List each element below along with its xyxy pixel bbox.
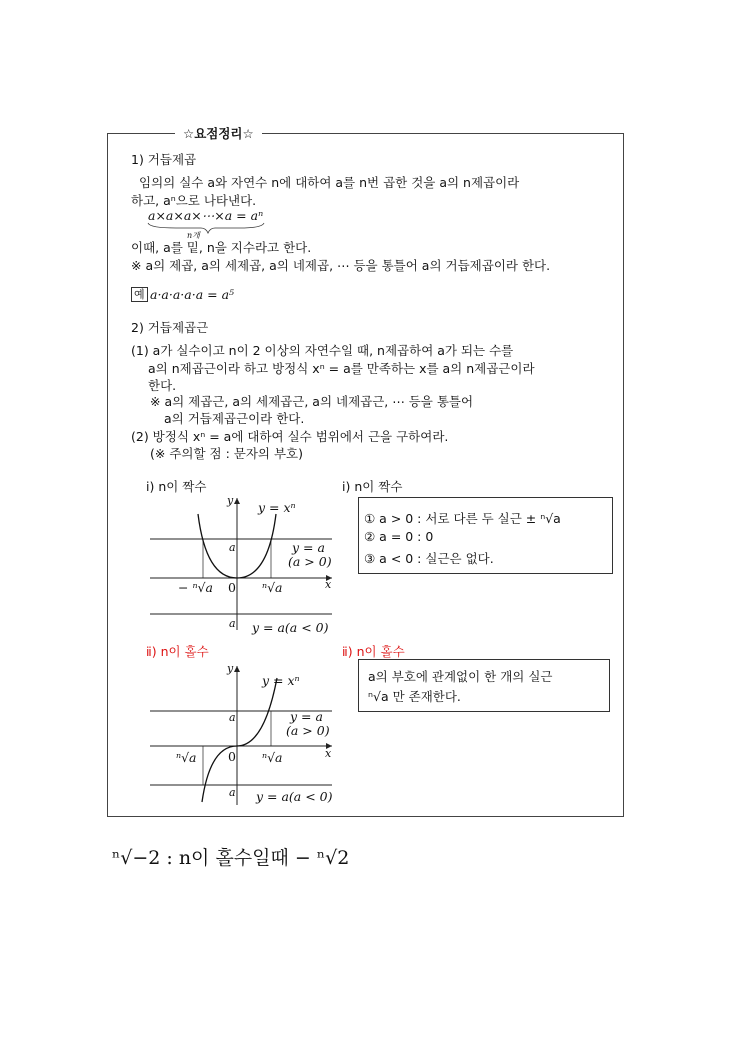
- p1-line1: (1) a가 실수이고 n이 2 이상의 자연수일 때, n제곱하여 a가 되는 수를: [131, 343, 514, 358]
- box-title: ☆요점정리☆: [175, 124, 262, 142]
- example-formula: a·a·a·a·a = a⁵: [150, 287, 235, 302]
- even-line-pos-cond: (a > 0): [288, 554, 332, 569]
- even-line-neg-label: y = a(a < 0): [252, 620, 329, 635]
- odd-info-heading: ⅱ) n이 홀수: [342, 644, 405, 659]
- odd-origin: 0: [228, 749, 236, 764]
- odd-curve-label: y = xⁿ: [262, 673, 300, 688]
- section1-note: ※ a의 제곱, a의 세제곱, a의 네제곱, ⋯ 등을 통틀어 a의 거듭제곱이라 한다.: [131, 258, 551, 273]
- odd-a-top: a: [229, 711, 236, 724]
- even-pos-root: ⁿ√a: [262, 580, 283, 595]
- odd-line-pos-label: y = a: [290, 709, 323, 724]
- odd-info-line2: ⁿ√a 만 존재한다.: [368, 689, 461, 704]
- even-line-pos-label: y = a: [292, 540, 325, 555]
- even-y-label: y: [227, 494, 234, 507]
- product-formula: a×a×a×⋯×a = aⁿ: [148, 208, 264, 223]
- brace-label: n개: [187, 231, 200, 240]
- section1-line1: 임의의 실수 a와 자연수 n에 대하여 a를 n번 곱한 것을 a의 n제곱이라: [139, 175, 520, 190]
- bottom-formula: ⁿ√−2 : n이 홀수일때 − ⁿ√2: [112, 847, 350, 869]
- section1-line3: 이때, a를 밑, n을 지수라고 한다.: [131, 240, 312, 255]
- even-origin: 0: [228, 580, 236, 595]
- p2-line1: (2) 방정식 xⁿ = a에 대하여 실수 범위에서 근을 구하여라.: [131, 429, 449, 444]
- underbrace: [146, 222, 266, 236]
- p2-line2: (※ 주의할 점 : 문자의 부호): [150, 446, 303, 461]
- example-tag: 예: [131, 287, 148, 302]
- odd-pos-root: ⁿ√a: [262, 750, 283, 765]
- p1-line3: 한다.: [148, 378, 177, 393]
- odd-line-neg-label: y = a(a < 0): [256, 789, 333, 804]
- even-case-2: ② a = 0 : 0: [364, 529, 434, 544]
- odd-neg-root: ⁿ√a: [176, 750, 197, 765]
- even-curve-label: y = xⁿ: [258, 500, 296, 515]
- odd-info-line1: a의 부호에 관계없이 한 개의 실근: [368, 669, 553, 684]
- section1-heading: 1) 거듭제곱: [131, 152, 197, 167]
- section2-heading: 2) 거듭제곱근: [131, 320, 209, 335]
- odd-line-pos-cond: (a > 0): [286, 723, 330, 738]
- even-case-3: ③ a < 0 : 실근은 없다.: [364, 551, 494, 566]
- odd-y-label: y: [227, 662, 234, 675]
- even-case-1: ① a > 0 : 서로 다른 두 실근 ± ⁿ√a: [364, 511, 561, 526]
- even-x-label: x: [325, 578, 332, 591]
- p1-line2: a의 n제곱근이라 하고 방정식 xⁿ = a를 만족하는 x를 a의 n제곱근이라: [148, 361, 535, 376]
- even-a-top: a: [229, 541, 236, 554]
- odd-x-label: x: [325, 747, 332, 760]
- p1-note1: ※ a의 제곱근, a의 세제곱근, a의 네제곱근, ⋯ 등을 통틀어: [150, 394, 474, 409]
- even-neg-root: − ⁿ√a: [178, 580, 213, 595]
- p1-note2: a의 거듭제곱근이라 한다.: [164, 411, 305, 426]
- odd-graph-heading: ⅱ) n이 홀수: [146, 644, 209, 659]
- even-a-bottom: a: [229, 617, 236, 630]
- odd-a-bottom: a: [229, 786, 236, 799]
- odd-curve: [202, 678, 277, 802]
- section1-line2: 하고, aⁿ으로 나타낸다.: [131, 193, 257, 208]
- even-graph-heading: ⅰ) n이 짝수: [146, 479, 207, 494]
- even-info-heading: ⅰ) n이 짝수: [342, 479, 403, 494]
